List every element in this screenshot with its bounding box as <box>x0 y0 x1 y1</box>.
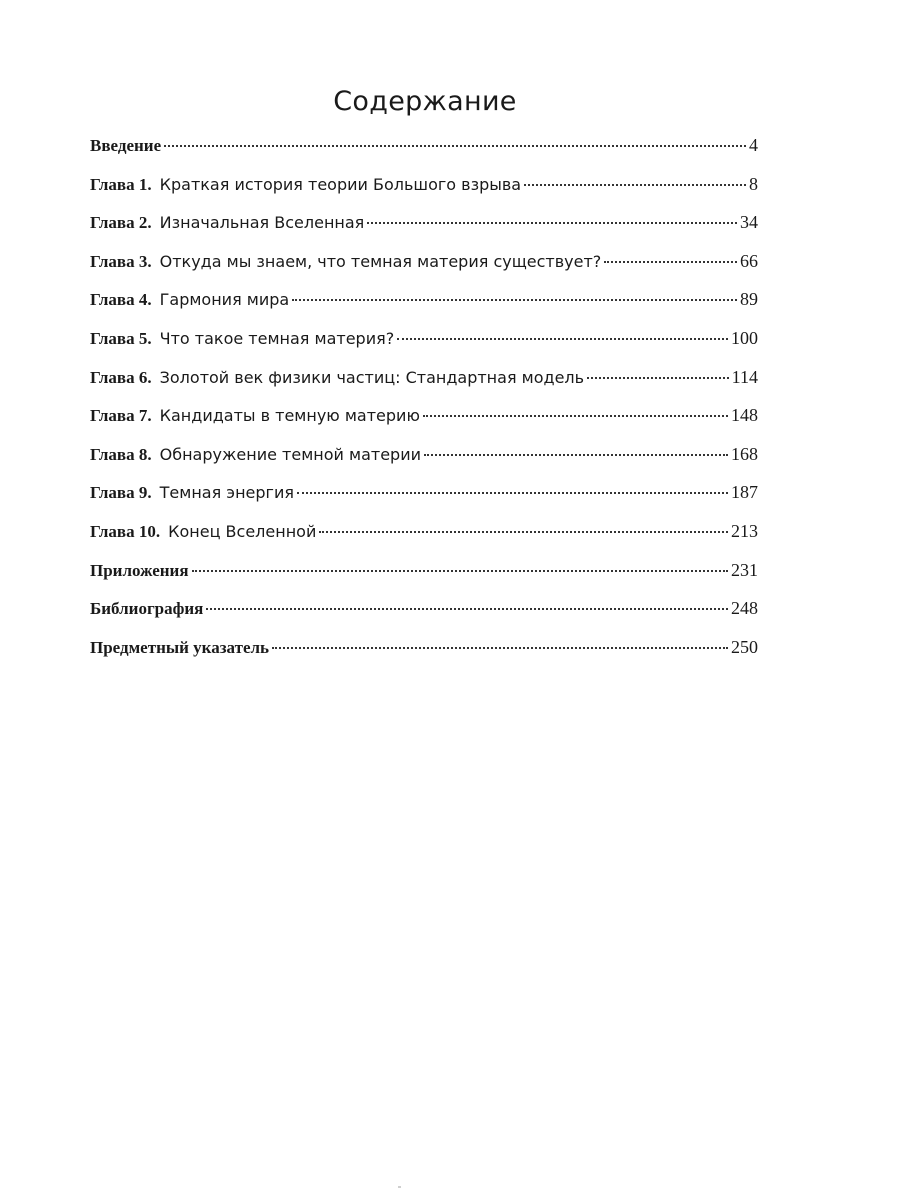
chapter-title: Конец Вселенной <box>168 521 317 541</box>
toc-page-number: 4 <box>749 135 758 155</box>
toc-page-number: 213 <box>731 520 758 541</box>
toc-entry-label: Приложения <box>90 560 189 580</box>
chapter-title: Краткая история теории Большого взрыва <box>159 174 522 194</box>
toc-entry-subject-index <box>90 635 758 674</box>
dot-leader <box>164 145 746 147</box>
table-of-contents <box>90 133 758 673</box>
dot-leader <box>272 647 728 649</box>
chapter-number: Глава 5. <box>90 328 152 348</box>
toc-page-number: 8 <box>749 173 758 194</box>
page-title: Содержание <box>333 86 517 117</box>
chapter-title: Откуда мы знаем, что темная материя существует? <box>159 251 602 271</box>
toc-entry-chapter-8 <box>90 442 758 481</box>
chapter-title: Изначальная Вселенная <box>159 213 365 233</box>
chapter-number: Глава 1. <box>90 174 152 194</box>
dot-leader <box>524 184 746 186</box>
toc-page-number: 231 <box>731 559 758 580</box>
chapter-title: Темная энергия <box>159 483 294 503</box>
toc-entry-bibliography <box>90 596 758 635</box>
chapter-title: Обнаружение темной материи <box>159 444 421 464</box>
toc-entry-introduction <box>90 133 758 172</box>
toc-page-number: 114 <box>731 366 758 387</box>
dot-leader <box>297 492 728 494</box>
dot-leader <box>604 261 737 263</box>
chapter-title: Что такое темная материя? <box>159 328 395 348</box>
chapter-number: Глава 7. <box>90 406 152 426</box>
toc-entry-chapter-4 <box>90 287 758 326</box>
dot-leader <box>397 338 728 340</box>
toc-page-number: 248 <box>731 598 758 619</box>
toc-page-number: 89 <box>740 289 758 310</box>
toc-page-number: 148 <box>731 405 758 426</box>
dot-leader <box>423 415 728 417</box>
toc-entry-appendices <box>90 558 758 597</box>
toc-page-number: 66 <box>740 250 758 271</box>
toc-page-number: 100 <box>731 327 758 348</box>
chapter-number: Глава 4. <box>90 290 152 310</box>
dot-leader <box>319 531 728 533</box>
toc-entry-chapter-5 <box>90 326 758 365</box>
toc-entry-chapter-7 <box>90 403 758 442</box>
toc-page-number: 34 <box>740 212 758 233</box>
toc-entry-chapter-1 <box>90 172 758 211</box>
dot-leader <box>424 454 728 456</box>
dot-leader <box>587 377 729 379</box>
chapter-number: Глава 10. <box>90 521 161 541</box>
dot-leader <box>292 299 737 301</box>
chapter-title: Кандидаты в темную материю <box>159 406 420 426</box>
toc-entry-chapter-6 <box>90 365 758 404</box>
toc-entry-label: Предметный указатель <box>90 637 270 657</box>
toc-page-number: 168 <box>731 443 758 464</box>
chapter-title: Золотой век физики частиц: Стандартная модель <box>159 367 585 387</box>
toc-entry-chapter-10 <box>90 519 758 558</box>
chapter-number: Глава 2. <box>90 213 152 233</box>
toc-page-number: 187 <box>731 482 758 503</box>
toc-entry-chapter-2 <box>90 210 758 249</box>
toc-entry-chapter-3 <box>90 249 758 288</box>
toc-entry-chapter-9 <box>90 480 758 519</box>
dot-leader <box>192 570 728 572</box>
toc-entry-label: Библиография <box>90 599 204 619</box>
toc-page-number: 250 <box>731 636 758 657</box>
chapter-number: Глава 9. <box>90 483 152 503</box>
chapter-number: Глава 8. <box>90 444 152 464</box>
dot-leader <box>367 222 737 224</box>
chapter-number: Глава 6. <box>90 367 152 387</box>
chapter-number: Глава 3. <box>90 251 152 271</box>
chapter-title: Гармония мира <box>159 290 290 310</box>
scan-speck <box>398 1186 401 1188</box>
toc-entry-label: Введение <box>90 136 162 155</box>
dot-leader <box>206 608 728 610</box>
